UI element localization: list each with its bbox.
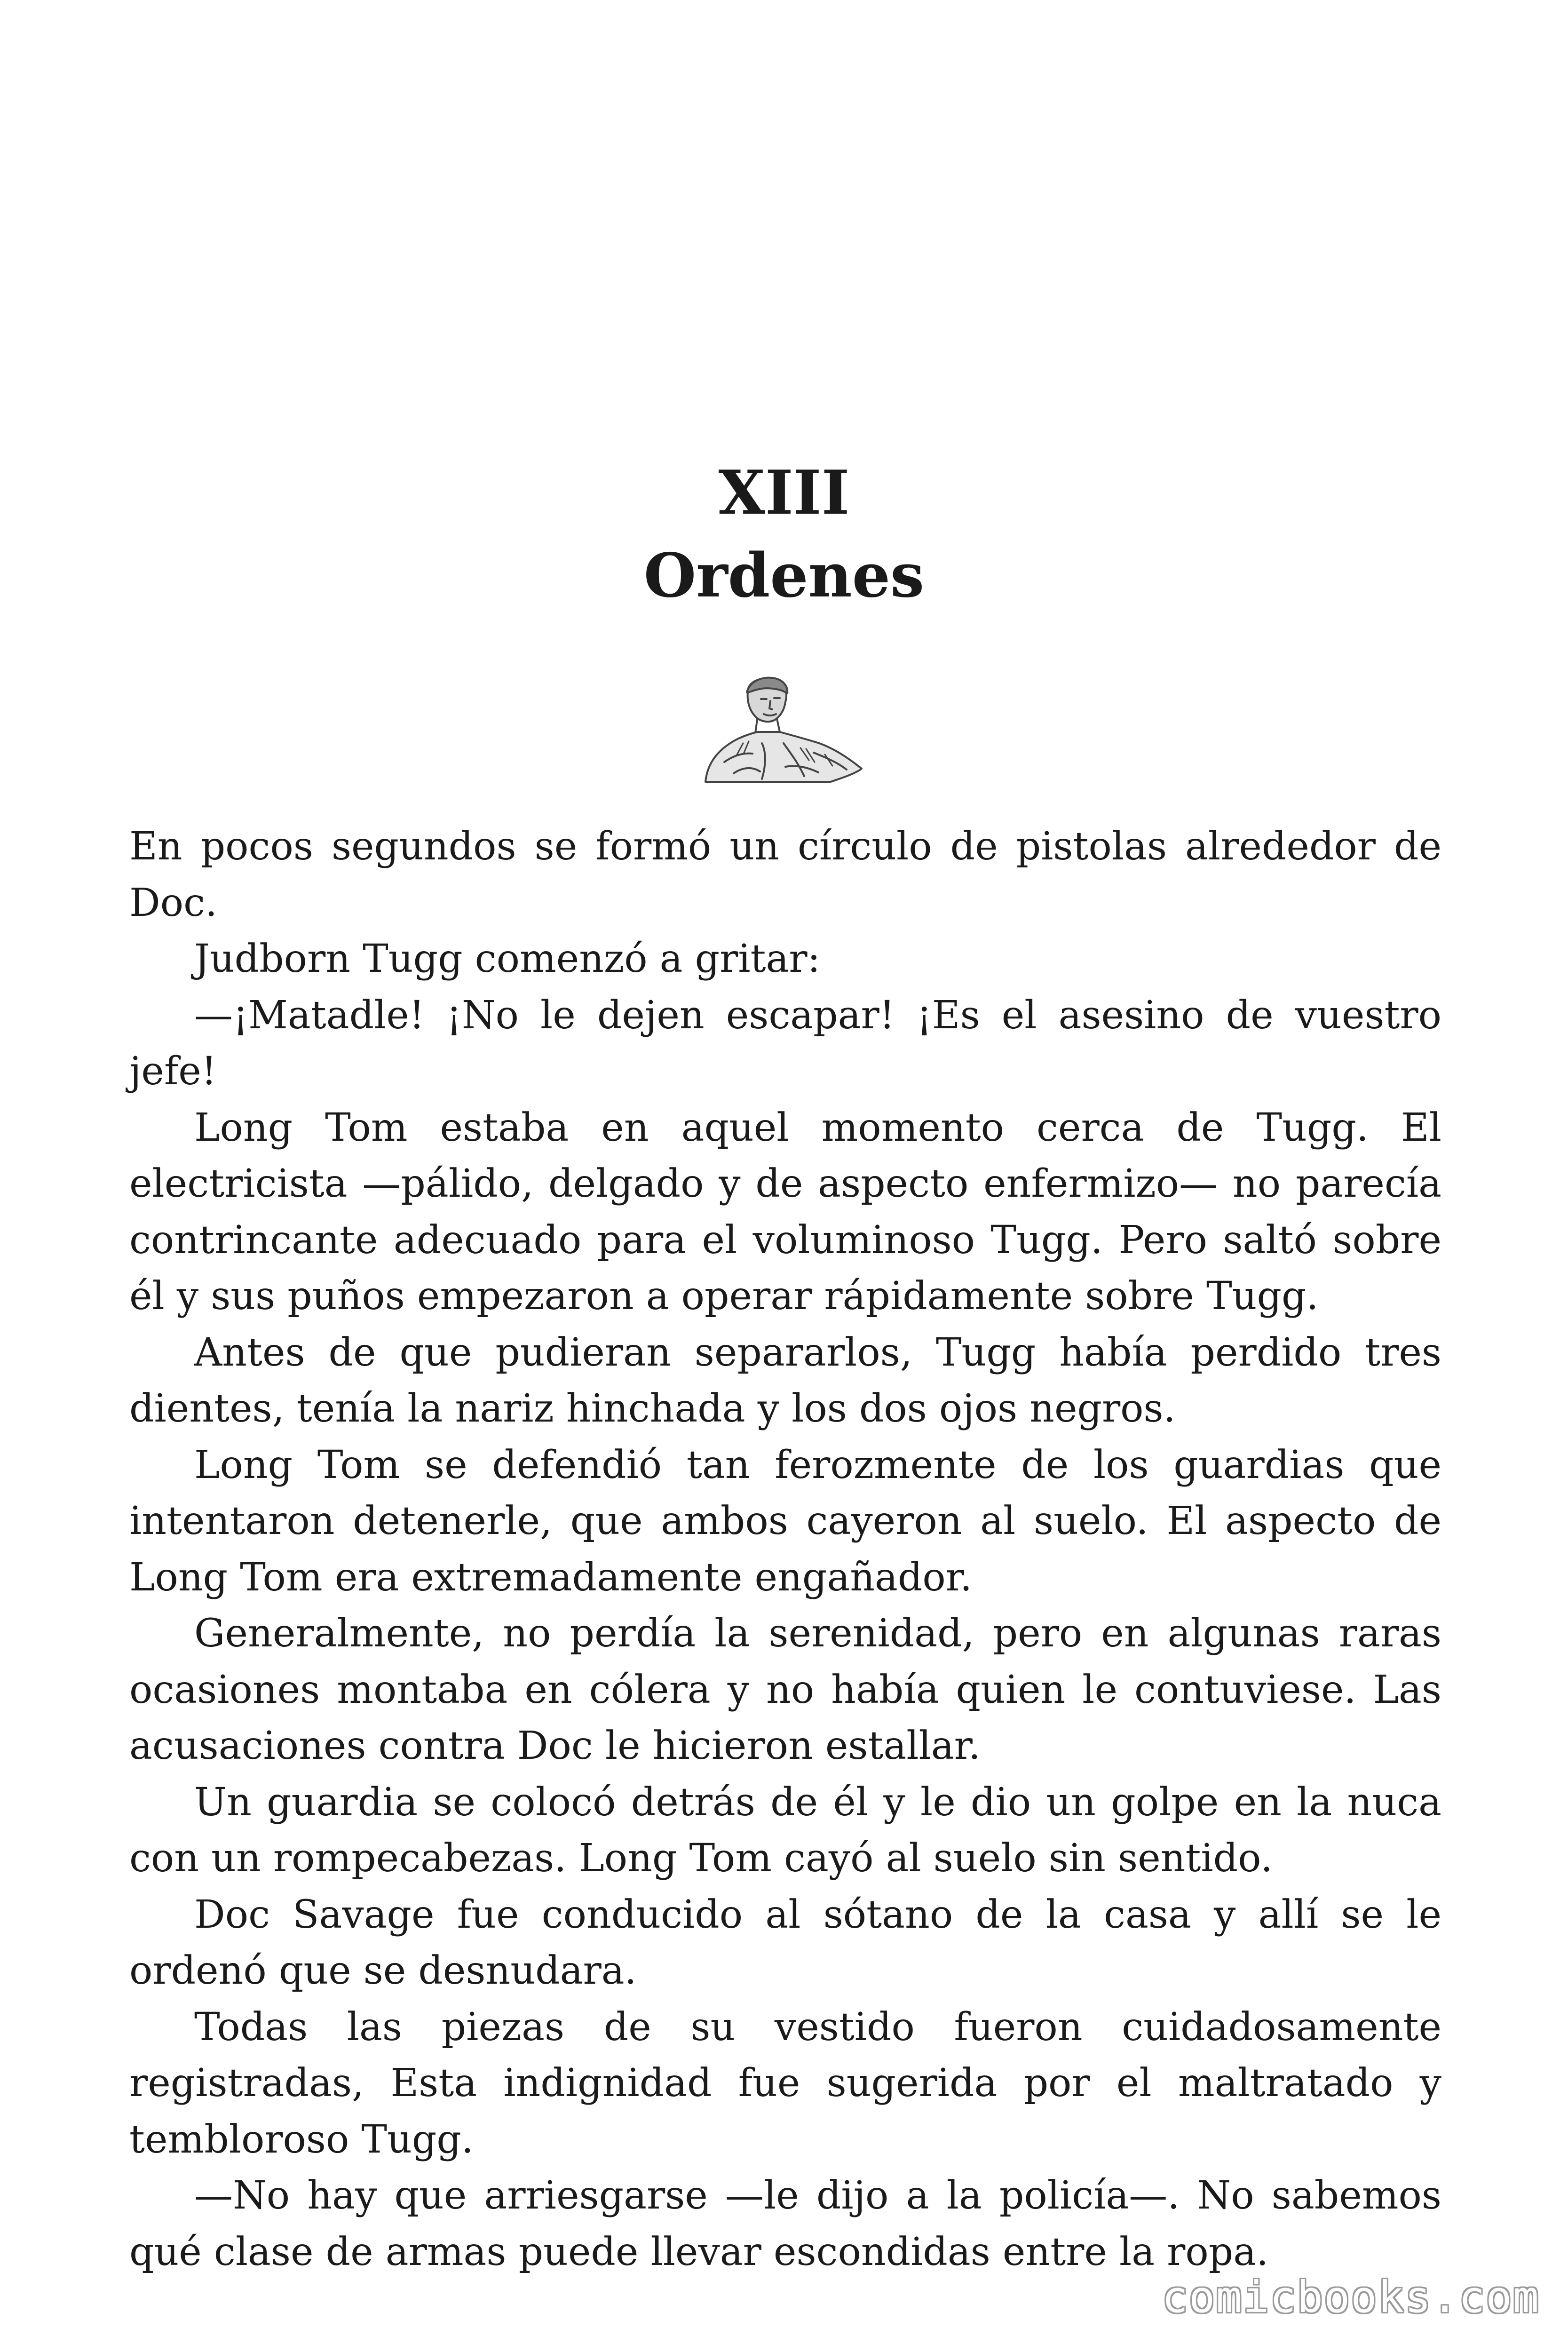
paragraph: Doc Savage fue conducido al sótano de la casa y allí se le ordenó que se desnudara. [129,1892,1441,1993]
paragraph: Long Tom se defendió tan ferozmente de los guardias que intentaron detenerle, que ambos cayeron al suelo. El aspecto de Long Tom era extremadamente engañador. [129,1442,1441,1600]
paragraph: Generalmente, no perdía la serenidad, pero en algunas raras ocasiones montaba en cólera y no había quien le contuviese. Las acusaciones contra Doc le hicieron estallar. [129,1611,1441,1768]
paragraph: En pocos segundos se formó un círculo de pistolas alrededor de Doc. [129,824,1441,925]
paragraph: —¡Matadle! ¡No le dejen escapar! ¡Es el asesino de vuestro jefe! [129,993,1441,1094]
chapter-number: XIII [718,458,850,528]
paragraph: Long Tom estaba en aquel momento cerca de Tugg. El electricista —pálido, delgado y de aspecto enfermizo— no parecía contrincante adecuado para el voluminoso Tugg. Pero saltó sobre él y sus puños empezaron a operar rápidamente sobre Tugg. [129,1105,1441,1319]
paragraph: Todas las piezas de su vestido fueron cuidadosamente registradas, Esta indignidad fue sugerida por el maltratado y tembloroso Tugg. [129,2004,1441,2162]
chapter-title: Ordenes [643,540,925,611]
paragraph: Antes de que pudieran separarlos, Tugg había perdido tres dientes, tenía la nariz hinchada y los dos ojos negros. [129,1330,1441,1431]
paragraph: Un guardia se colocó detrás de él y le dio un golpe en la nuca con un rompecabezas. Long Tom cayó al suelo sin sentido. [129,1780,1441,1881]
body-text [129,818,1441,2280]
paragraph: —No hay que arriesgarse —le dijo a la policía—. No sabemos qué clase de armas puede llevar escondidas entre la ropa. [129,2173,1441,2274]
chapter-heading [0,452,1568,617]
paragraph: Judborn Tugg comenzó a gritar: [194,937,821,981]
watermark: comicbooks.com [1162,2272,1540,2322]
doc-savage-bust-icon [691,673,870,786]
